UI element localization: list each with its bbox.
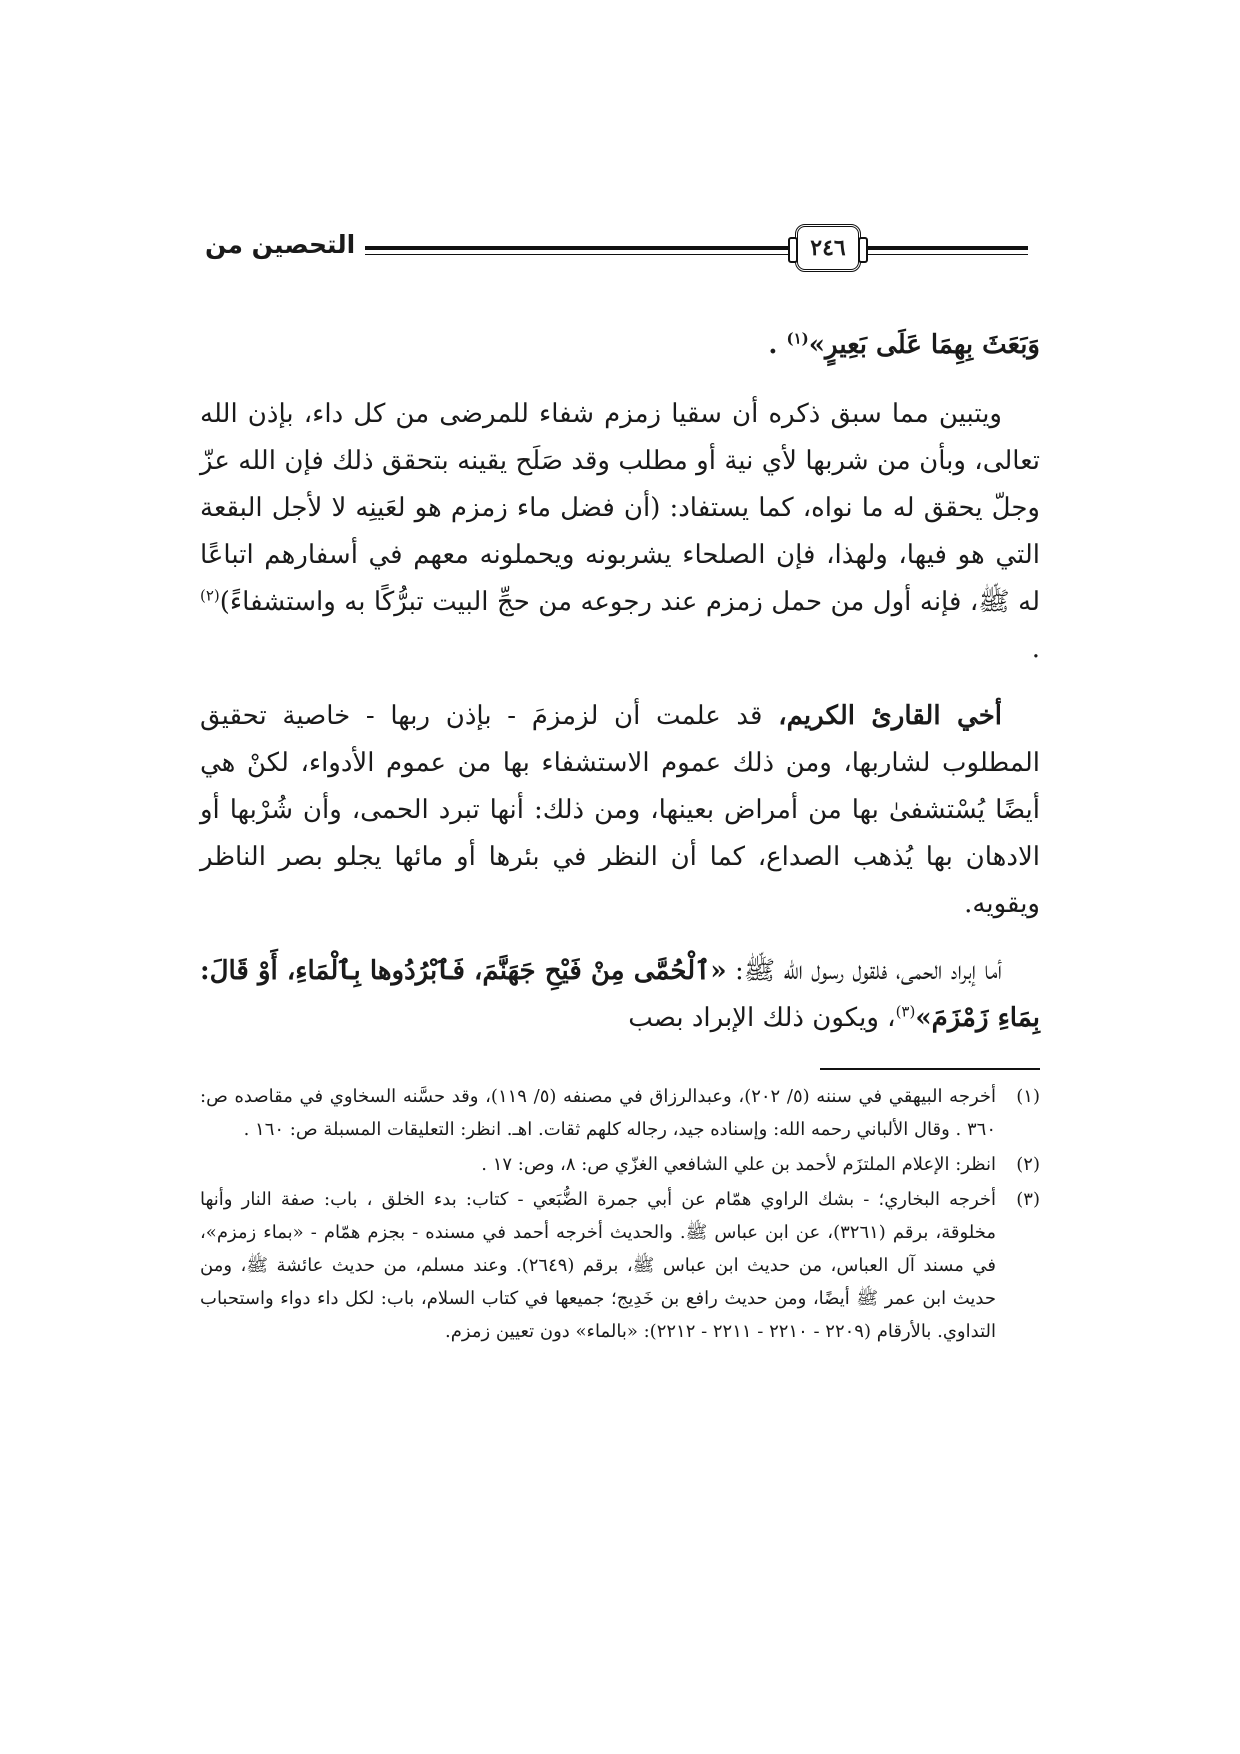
paragraph-3 [200, 948, 1040, 1042]
header-rule-thin [365, 254, 1028, 255]
hadith-continuation: وَبَعَثَ بِهِمَا عَلَى بَعِيرٍ» [808, 330, 1040, 360]
footnote-3 [200, 1183, 1040, 1348]
period: . [1031, 634, 1040, 664]
paragraph-1-text: ويتبين مما سبق ذكره أن سقيا زمزم شفاء للمرضى من كل داء، بإذن الله تعالى، وبأن من شربها لأي نية أو مطلب وقد صَلَح يقينه بتحقق ذلك فإن الله عزّ وجلّ يحقق له ما نواه، كما يستفاد: (أن فضل ماء زمزم هو لعَينِه لا لأجل البقعة التي هو فيها، ولهذا، فإن الصلحاء يشربونه ويحملونه معهم في أسفارهم اتباعًا له ﷺ، فإنه أول من حمل زمزم عند رجوعه من حجِّ البيت تبرُّكًا به واستشفاءً) [200, 399, 1040, 617]
footnote-text: أخرجه البيهقي في سننه (٥/ ٢٠٢)، وعبدالرزاق في مصنفه (٥/ ١١٩)، وقد حسَّنه السخاوي في مقاصده ص: ٣٦٠ . وقال الألباني رحمه الله: وإسناده جيد، رجاله كلهم ثقات. اهـ. انظر: التعليقات المسبلة ص: ١٦٠ . [200, 1086, 997, 1140]
footnote-text: انظر: الإعلام الملتزَم لأحمد بن علي الشافعي الغزّي ص: ٨، وص: ١٧ . [481, 1154, 996, 1175]
footnote-2 [200, 1148, 1040, 1181]
paragraph-continuation [200, 322, 1040, 369]
hadith-text: «ٱلْحُمَّى مِنْ فَيْحِ جَهَنَّمَ، فَٱبْرُدُوها بِٱلْمَاءِ، أَوْ قَالَ: بِمَاءِ زَمْزَمَ» [200, 956, 1040, 1033]
paragraph-3-lead: أما إبراد الحمى، فلقول رسول الله ﷺ: [734, 956, 1003, 986]
paragraph-1 [200, 391, 1040, 673]
paragraph-2-text: قد علمت أن لزمزمَ - بإذن ربها - خاصية تحقيق المطلوب لشاربها، ومن ذلك عموم الاستشفاء بها من عموم الأدواء، لكنْ هي أيضًا يُسْتشفىٰ بها من أمراض بعينها، ومن ذلك: أنها تبرد الحمى، وأن شُرْبها أو الادهان بها يُذهب الصداع، كما أن النظر في بئرها أو مائها يجلو بصر الناظر ويقويه. [200, 701, 1040, 919]
footnotes [200, 1080, 1040, 1350]
page-header [205, 222, 1040, 282]
footnote-number: (٣) [1016, 1189, 1040, 1210]
footnote-number: (٢) [1016, 1154, 1040, 1175]
period: . [768, 330, 787, 360]
footnote-ref-1[interactable]: (١) [786, 329, 809, 348]
main-text [200, 322, 1040, 1062]
footnote-ref-3[interactable]: (٣) [895, 1002, 916, 1021]
header-rule-thick [365, 246, 1028, 250]
page-number-frame [795, 224, 861, 272]
paragraph-3-tail: ، ويكون ذلك الإبراد بصب [628, 1003, 896, 1033]
paragraph-2 [200, 693, 1040, 928]
page-number: ٢٤٦ [810, 235, 846, 261]
paragraph-2-lead: أخي القارئ الكريم، [778, 701, 1002, 731]
footnote-text: أخرجه البخاري؛ - بشك الراوي همّام عن أبي جمرة الضُّبَعي - كتاب: بدء الخلق ، باب: صفة النار وأنها مخلوقة، برقم (٣٢٦١)، عن ابن عباس ﷺ. والحديث أخرجه أحمد في مسنده - بجزم همّام - «بماء زمزم»، في مسند آل العباس، من حديث ابن عباس ﷺ، برقم (٢٦٤٩). وعند مسلم، من حديث عائشة ﷺ، ومن حديث ابن عمر ﷺ أيضًا، ومن حديث رافع بن خَدِيج؛ جميعها في كتاب السلام، باب: لكل داء دواء واستحباب التداوي. بالأرقام (٢٢٠٩ - ٢٢١٠ - ٢٢١١ - ٢٢١٢): «بالماء» دون تعيين زمزم. [200, 1189, 996, 1342]
running-title: التحصين من [205, 230, 356, 259]
footnote-ref-2[interactable]: (٢) [200, 586, 220, 605]
footnote-separator [820, 1068, 1040, 1070]
footnote-number: (١) [1016, 1086, 1040, 1107]
footnote-1 [200, 1080, 1040, 1146]
